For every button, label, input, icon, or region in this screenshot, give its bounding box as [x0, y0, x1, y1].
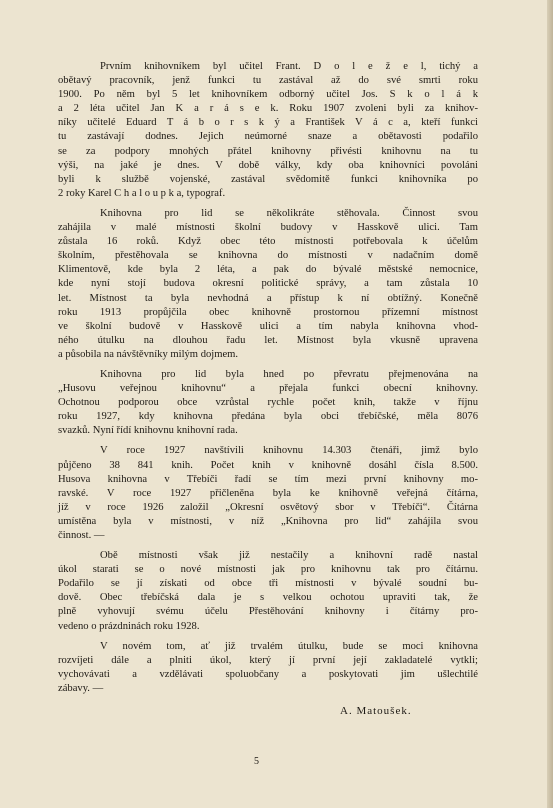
- text-line: školním, přestěhovala se knihovna do místnosti v nadačním domě: [58, 250, 478, 262]
- text-line: svazků. Nyní řídí knihovnu knihovní rada.: [58, 425, 238, 437]
- text-line: Husova knihovna v Třebíči řadí se tím mezi první knihovny mo-: [58, 473, 478, 485]
- text-line: Knihovna pro lid byla hned po převratu přejmenována na: [100, 368, 478, 380]
- text-line: byli k službě vojenské, zastával svědomitě funkci knihovníka po: [58, 173, 478, 185]
- paragraph: [58, 368, 478, 438]
- text-line: dově. Obec třebíčská dala je s velkou ochotou upraviti tak, že: [58, 592, 478, 604]
- text-line: rozvíjeti dále a plniti úkol, který jí první její zakladatelé vytkli;: [58, 654, 478, 666]
- text-line: V roce 1927 navštívili knihovnu 14.303 čtenáři, jimž bylo: [100, 445, 478, 457]
- text-line: ve školní budově v Hasskově ulici a tím nabyla knihovna vhod-: [58, 320, 478, 332]
- text-line: roku 1927, kdy knihovna předána byla obci třebíčské, měla 8076: [58, 411, 478, 423]
- text-line: úkol starati se o nové místnosti jak pro knihovnu tak pro čítárnu.: [58, 564, 478, 576]
- text-line: výši, na jaké je dnes. V době války, kdy oba knihovníci povoláni: [58, 159, 478, 171]
- text-line: vedeno o prázdninách roku 1928.: [58, 620, 200, 632]
- text-line: roku 1913 propůjčila obec knihovně prostornou přízemní místnost: [58, 306, 478, 318]
- signature: A. Matoušek.: [340, 705, 412, 717]
- text-line: zábavy. —: [58, 682, 104, 694]
- text-line: Klimentově, kde byla 2 léta, a pak do bývalé městské nemocnice,: [58, 264, 478, 276]
- text-line: V novém tom, ať již trvalém útulku, bude se moci knihovna: [100, 640, 478, 652]
- text-line: Ochotnou podporou obce vzrůstal rychle počet knih, takže v říjnu: [58, 397, 478, 409]
- text-line: plně vyhovují svému účelu Přestěhování knihovny i čítárny pro-: [58, 606, 478, 618]
- text-line: „Husovu veřejnou knihovnu“ a přejala funkci obecní knihovny.: [58, 383, 478, 395]
- text-line: let. Místnost ta byla nevhodná a přístup k ní obtížný. Konečně: [58, 292, 478, 304]
- text-line: a 2 léta učitel Jan K a r á s e k. Roku 1907 zvoleni byli za knihov-: [58, 103, 478, 115]
- paragraph: [58, 549, 478, 634]
- article-body: [58, 60, 478, 702]
- text-line: obětavý pracovník, jenž funkci tu zastával až do své smrti roku: [58, 75, 478, 87]
- text-line: 1900. Po něm byl 5 let knihovníkem odborný učitel Jos. S k o l á k: [58, 89, 478, 101]
- text-line: činnost. —: [58, 530, 105, 541]
- paragraph: [58, 444, 478, 543]
- paragraph: [58, 640, 478, 696]
- text-line: ravské. V roce 1927 přičleněna byla ke knihovně veřejná čítárna,: [58, 487, 478, 499]
- text-line: se za podpory mnohých přátel knihovny přivésti knihovnu na tu: [58, 145, 478, 157]
- text-line: 2 roky Karel C h a l o u p k a, typograf.: [58, 187, 226, 199]
- paragraph: [58, 60, 478, 201]
- text-line: půjčeno 38 841 knih. Počet knih v knihovně dosáhl čísla 8.500.: [58, 459, 478, 471]
- text-line: tu zastávají dodnes. Jejich neúmorné snaze a obětavosti podařilo: [58, 131, 478, 143]
- text-line: zahájila v malé místnosti školní budovy v Hasskově ulici. Tam: [58, 222, 478, 234]
- text-line: vychovávati a vzdělávati spoluobčany a poskytovati jim ušlechtilé: [58, 668, 478, 680]
- text-line: níky učitelé Eduard T á b o r s k ý a František V á c a, kteří funkci: [58, 117, 478, 129]
- text-line: Knihovna pro lid se několikráte stěhovala. Činnost svou: [100, 207, 478, 219]
- text-line: Obě místnosti však již nestačily a knihovní radě nastal: [100, 550, 478, 562]
- text-line: ného útulku na dlouhou řadu let. Místnost byla vkusně upravena: [58, 334, 478, 346]
- text-line: kde nyní stojí budova okresní politické správy, a tam zůstala 10: [58, 278, 478, 290]
- text-line: jíž v roce 1926 založil „Okresní osvětový sbor v Třebíči“. Čítárna: [58, 501, 478, 513]
- text-line: umístěna byla v místnosti, v níž „Knihovna pro lid“ zahájila svou: [58, 515, 478, 527]
- paragraph: [58, 207, 478, 362]
- text-line: Prvním knihovníkem byl učitel Frant. D o l e ž e l, tichý a: [100, 61, 478, 72]
- page-edge: [547, 0, 553, 808]
- text-line: zůstala 16 roků. Když obec této místnosti potřebovala k účelům: [58, 236, 478, 248]
- text-line: a působila na návštěvníky milým dojmem.: [58, 348, 239, 360]
- page-number: 5: [254, 756, 259, 767]
- text-line: Podařilo se jí získati od obce tři místnosti v bývalé soudní bu-: [58, 578, 478, 590]
